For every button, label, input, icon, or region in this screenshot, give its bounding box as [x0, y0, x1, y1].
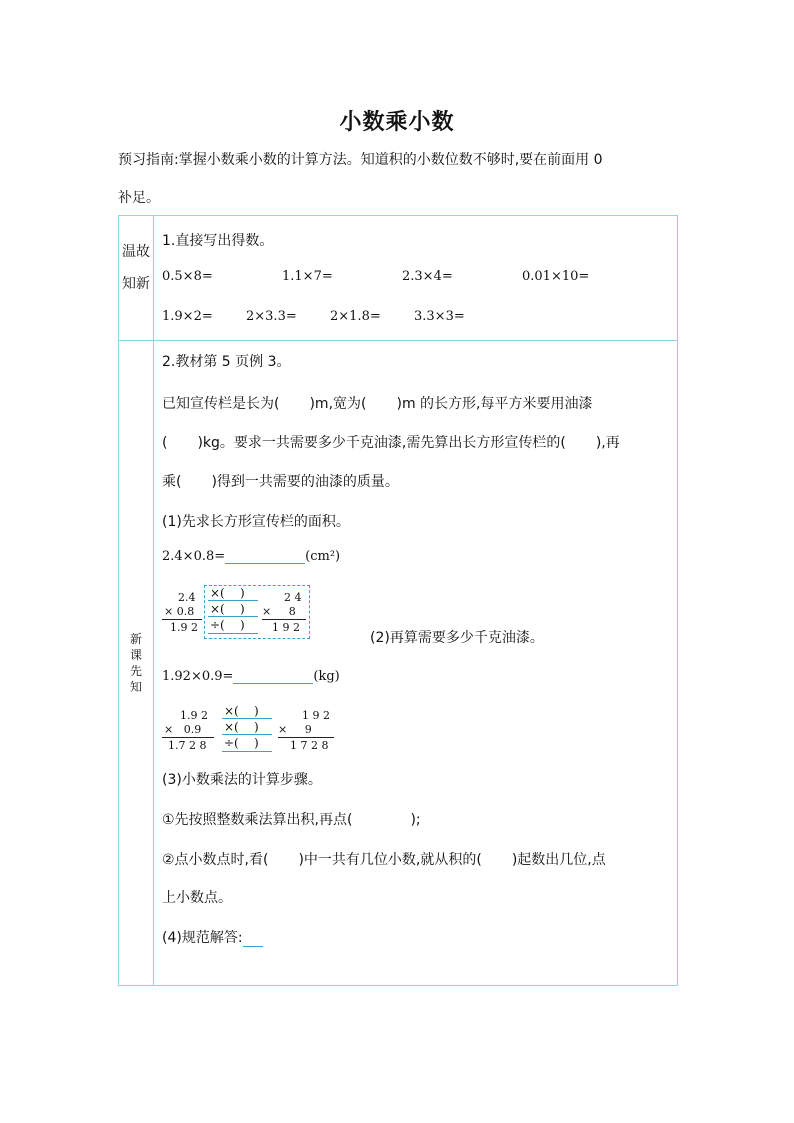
text: )中一共有几位小数,就从积的( [298, 852, 482, 868]
equation-1-text: 2.4×0.8= [162, 549, 226, 564]
section-2-label-char: 课 [129, 648, 142, 662]
section-1-content [154, 216, 678, 341]
calc2-right-row: 1 9 2 [302, 709, 330, 722]
text: )m 的长方形,每平方米要用油漆 [396, 396, 593, 412]
exercise-table [118, 215, 678, 986]
mental-math-7: 2×1.8= [330, 309, 381, 324]
answer-blank[interactable] [243, 932, 263, 947]
calc1-left-rule [162, 619, 202, 620]
step-2-heading: (2)再算需要多少千克油漆。 [370, 630, 544, 646]
text: )m,宽为( [309, 396, 367, 412]
text: ); [410, 812, 421, 828]
mental-math-4: 0.01×10= [522, 269, 590, 284]
step-3-line-3: 上小数点。 [162, 890, 232, 906]
section-2-label-char: 先 [129, 664, 142, 678]
step-4-heading [162, 927, 263, 947]
text: ( [162, 435, 168, 451]
left-arrow-icon [222, 751, 272, 752]
calc1-op[interactable]: ÷( ) [210, 618, 245, 632]
mental-math-8: 3.3×3= [414, 309, 465, 324]
guide-line-1: 预习指南:掌握小数乘小数的计算方法。知道积的小数位数不够时,要在前面用 0 [118, 152, 603, 168]
calc1-left-row: 1.9 2 [170, 621, 198, 634]
calc1-left-row: × 0.8 [164, 605, 195, 618]
section-2-heading: 2.教材第 5 页例 3。 [162, 354, 291, 370]
mental-math-2: 1.1×7= [282, 269, 333, 284]
calc1-op[interactable]: ×( ) [210, 586, 245, 600]
text: 已知宣传栏是长为( [162, 396, 280, 412]
text: )得到一共需要的油漆的质量。 [211, 474, 399, 490]
right-arrow-icon [222, 718, 272, 719]
equation-1 [162, 549, 340, 564]
calc2-left-row: × 0.9 [164, 723, 202, 736]
text: 乘( [162, 474, 182, 490]
equation-2 [162, 669, 340, 684]
guide-line-2: 补足。 [118, 190, 160, 206]
mental-math-5: 1.9×2= [162, 309, 213, 324]
calc1-right-row: × 8 [262, 605, 296, 618]
calc2-right-rule [278, 737, 334, 738]
calc2-op[interactable]: ×( ) [224, 704, 259, 718]
text: ①先按照整数乘法算出积,再点( [162, 812, 353, 828]
problem-line-2 [162, 432, 620, 452]
vertical-calc-2 [162, 703, 362, 763]
calc1-left-row: 2.4 [178, 591, 196, 604]
calc2-right-row: 1 7 2 8 [290, 739, 329, 752]
section-2-label [119, 341, 154, 986]
section-1-label-bottom: 知新 [122, 276, 150, 292]
calc1-right-rule [262, 619, 306, 620]
step-1-heading: (1)先求长方形宣传栏的面积。 [162, 514, 350, 530]
section-2-label-char: 新 [129, 632, 142, 646]
text: ),再 [595, 435, 620, 451]
answer-blank[interactable] [225, 549, 305, 564]
left-arrow-icon [208, 633, 258, 634]
calc2-left-row: 1.7 2 8 [168, 739, 207, 752]
calc1-op[interactable]: ×( ) [210, 602, 245, 616]
text: )kg。要求一共需要多少千克油漆,需先算出长方形宣传栏的( [197, 435, 566, 451]
preview-guide [118, 150, 678, 206]
calc2-op[interactable]: ×( ) [224, 720, 259, 734]
equation-2-unit: (kg) [313, 669, 340, 684]
section-2-label-char: 知 [129, 680, 142, 694]
page-title: 小数乘小数 [339, 110, 455, 135]
text: )起数出几位,点 [511, 852, 606, 868]
section-1-label-top: 温故 [122, 244, 150, 260]
text: ②点小数点时,看( [162, 852, 269, 868]
equation-2-text: 1.92×0.9= [162, 669, 234, 684]
calc2-left-row: 1.9 2 [180, 709, 208, 722]
right-arrow-icon [208, 600, 258, 601]
equation-1-unit: (cm²) [305, 549, 341, 564]
mental-math-1: 0.5×8= [162, 269, 213, 284]
section-1-heading: 1.直接写出得数。 [162, 233, 274, 249]
section-2-content [154, 341, 678, 986]
vertical-calc-1 [162, 585, 362, 645]
step-3-line-2 [162, 849, 606, 869]
calc2-op[interactable]: ÷( ) [224, 736, 259, 750]
problem-line-3 [162, 471, 399, 491]
problem-line-1 [162, 393, 592, 413]
answer-blank[interactable] [233, 669, 313, 684]
step-3-line-1 [162, 809, 421, 829]
calc1-right-row: 1 9 2 [272, 621, 300, 634]
right-arrow-icon [222, 734, 272, 735]
step-3-heading: (3)小数乘法的计算步骤。 [162, 772, 322, 788]
text: (4)规范解答: [162, 930, 243, 946]
calc2-left-rule [162, 737, 214, 738]
mental-math-3: 2.3×4= [402, 269, 453, 284]
mental-math-6: 2×3.3= [246, 309, 297, 324]
calc1-right-row: 2 4 [284, 591, 302, 604]
right-arrow-icon [208, 616, 258, 617]
calc2-right-row: × 9 [278, 723, 312, 736]
section-1-label [119, 216, 154, 341]
